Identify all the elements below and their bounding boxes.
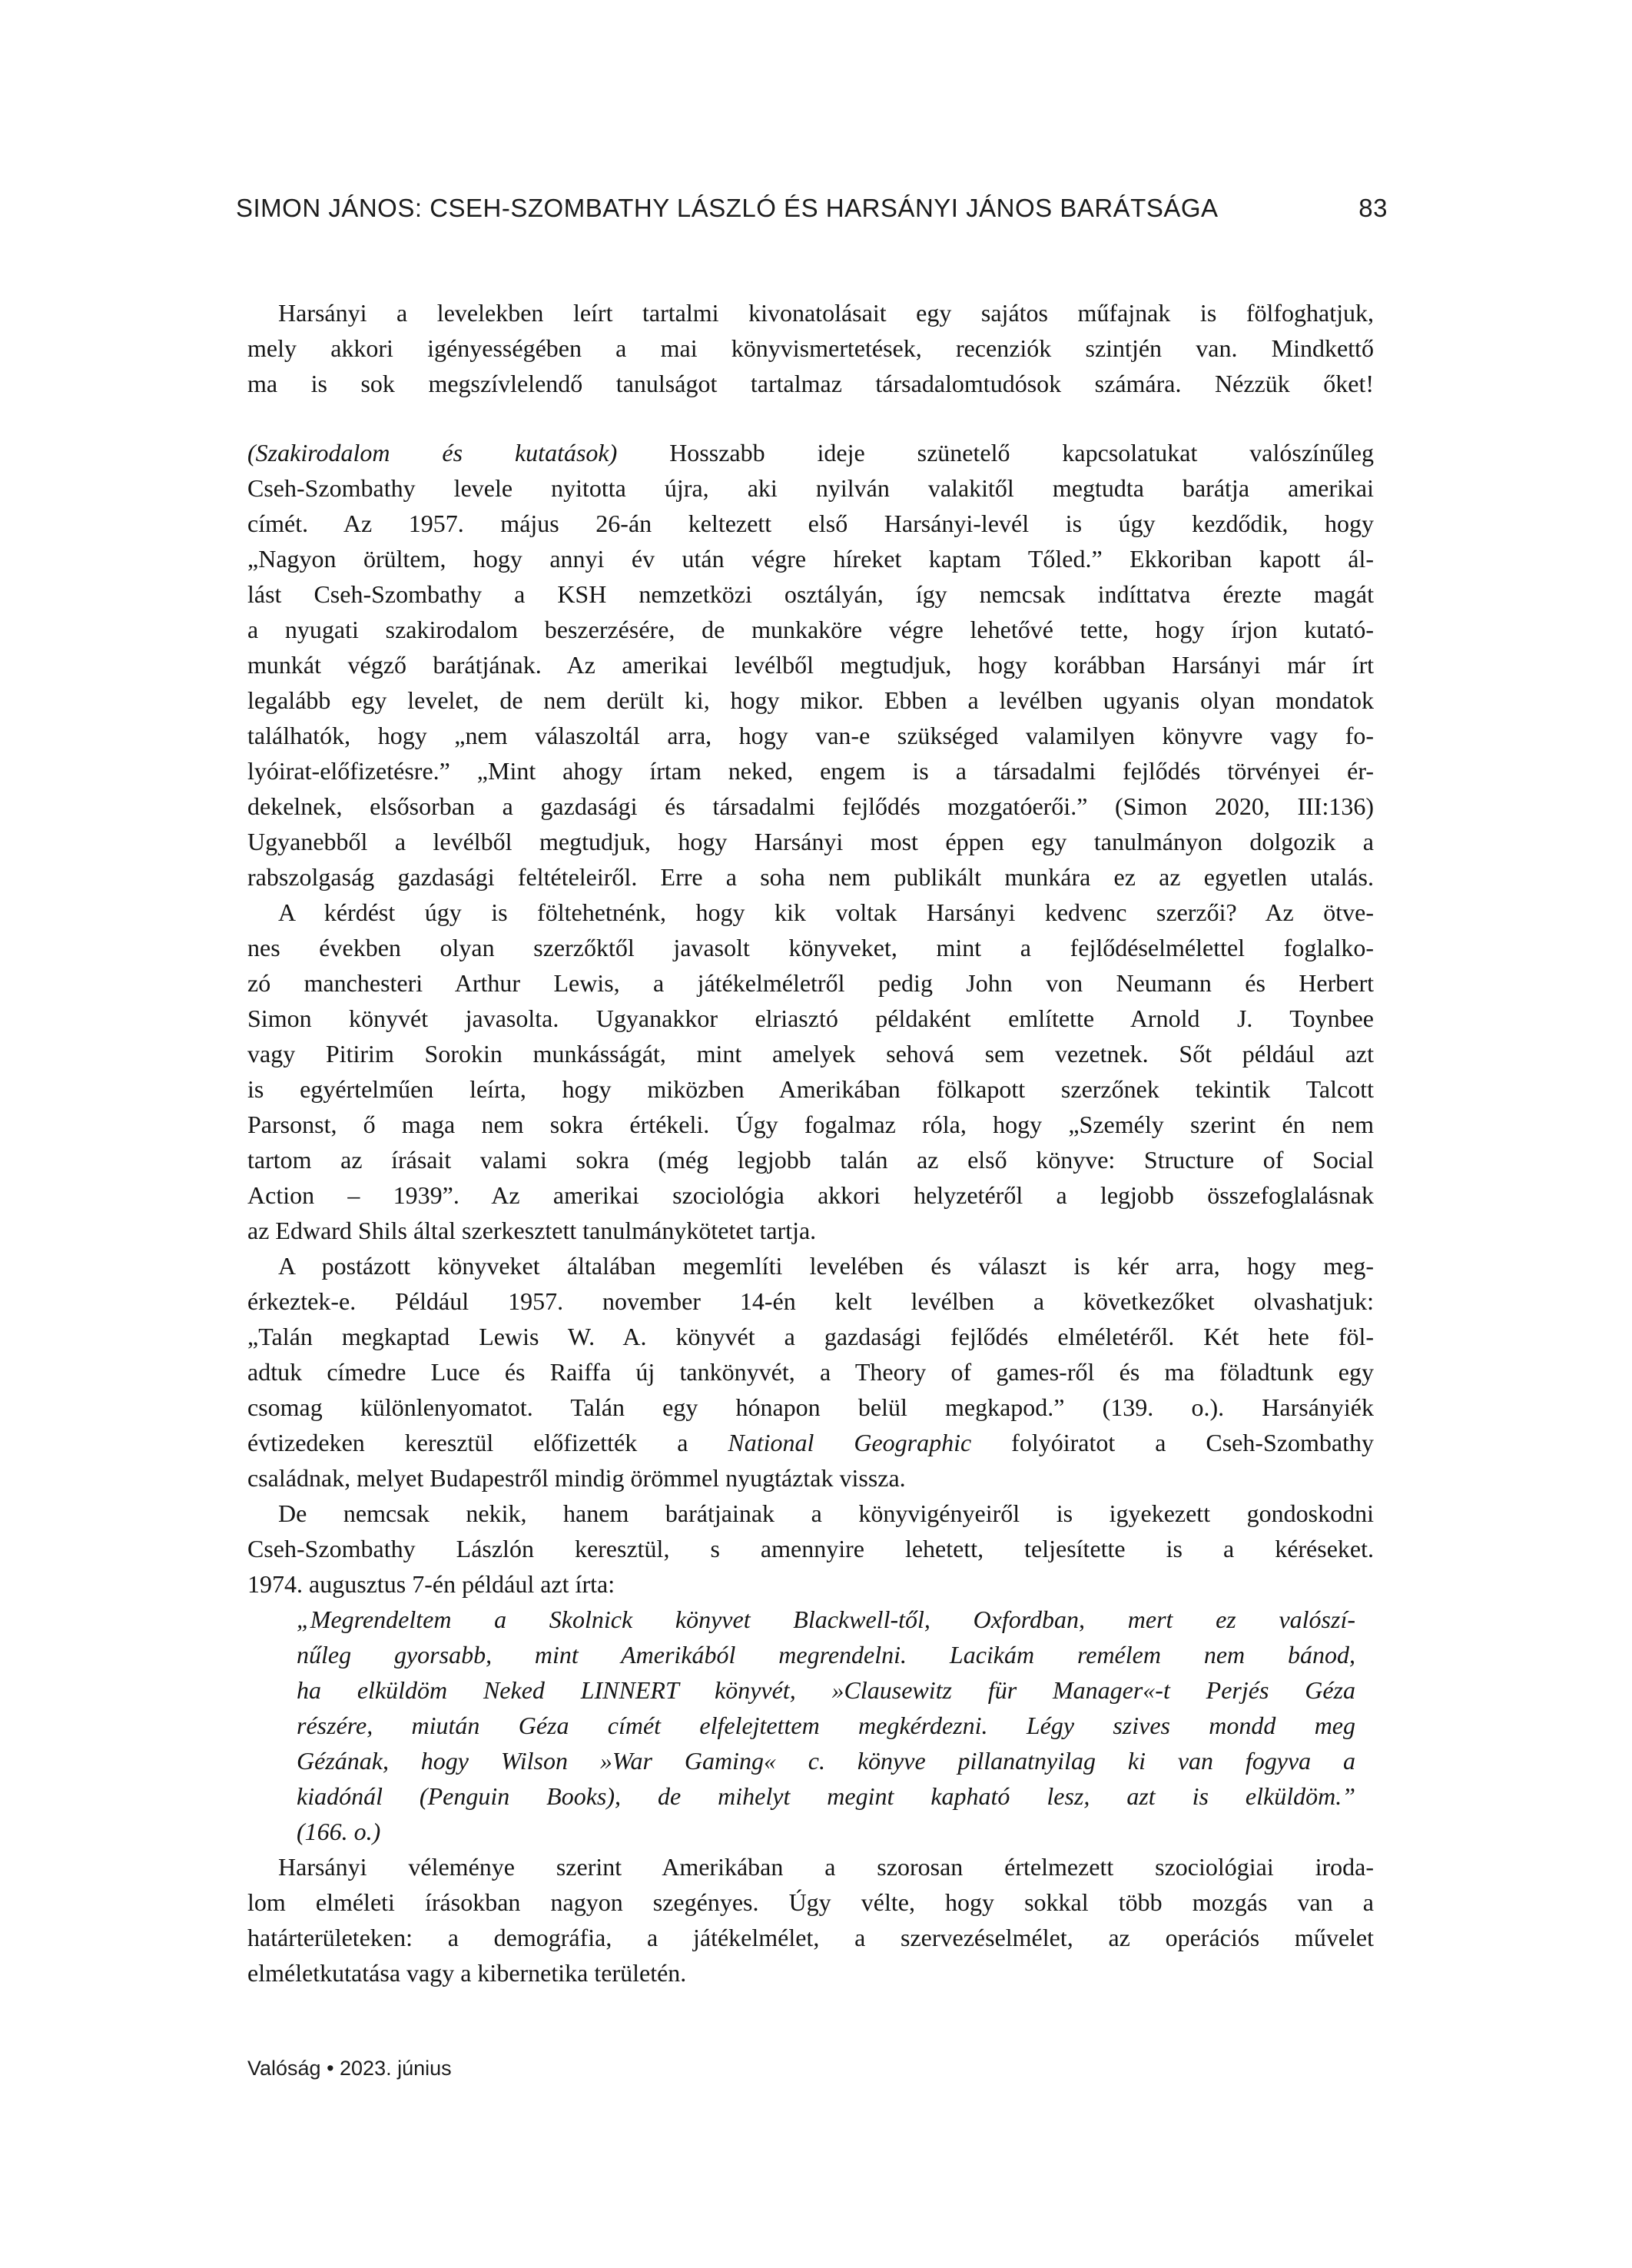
text-line: Harsányi véleménye szerint Amerikában a szorosan értelmezett szociológiai iroda-	[278, 1853, 1374, 1881]
text-line: Gézának, hogy Wilson »War Gaming« c. könyve pillanatnyilag ki van fogyva a	[297, 1747, 1355, 1775]
page-number: 83	[1358, 194, 1388, 222]
text-line: határterületeken: a demográfia, a játékelmélet, a szervezéselmélet, az operációs művelet	[247, 1924, 1374, 1951]
text-line: mely akkori igényességében a mai könyvismertetések, recenziók szintjén van. Mindkettő	[247, 334, 1374, 362]
text-line: lom elméleti írásokban nagyon szegényes. Úgy vélte, hogy sokkal több mozgás van a	[247, 1888, 1374, 1916]
text-line: lást Cseh-Szombathy a KSH nemzetközi osztályán, így nemcsak indíttatva érezte magát	[247, 580, 1374, 608]
text-line: A postázott könyveket általában megemlíti levelében és választ is kér arra, hogy meg-	[278, 1252, 1374, 1280]
text-line: Harsányi a levelekben leírt tartalmi kivonatolásait egy sajátos műfajnak is fölfoghatjuk,	[278, 299, 1374, 327]
paragraph	[247, 1849, 1374, 1991]
text-line: lyóirat-előfizetésre.” „Mint ahogy írtam neked, engem is a társadalmi fejlődés törvényei ér-	[247, 757, 1374, 785]
body-text	[247, 295, 1374, 1991]
text-line: dekelnek, elsősorban a gazdasági és társadalmi fejlődés mozgatóerői.” (Simon 2020, III:136)	[247, 792, 1374, 820]
text-line: rabszolgaság gazdasági feltételeiről. Erre a soha nem publikált munkára ez az egyetlen utalás.	[247, 863, 1374, 891]
running-header-title: SIMON JÁNOS: CSEH-SZOMBATHY LÁSZLÓ ÉS HARSÁNYI JÁNOS BARÁTSÁGA	[236, 194, 1219, 222]
text-line: legalább egy levelet, de nem derült ki, hogy mikor. Ebben a levélben ugyanis olyan mondatok	[247, 686, 1374, 714]
text-line: Cseh-Szombathy levele nyitotta újra, aki nyilván valakitől megtudta barátja amerikai	[247, 474, 1374, 502]
text-line: nűleg gyorsabb, mint Amerikából megrendelni. Lacikám remélem nem bánod,	[297, 1641, 1355, 1669]
text-line: részére, miután Géza címét elfelejtettem megkérdezni. Légy szives mondd meg	[297, 1712, 1355, 1739]
paragraph	[247, 895, 1374, 1248]
block-quote	[297, 1602, 1355, 1849]
paragraph	[247, 435, 1374, 895]
text-line: Cseh-Szombathy Lászlón keresztül, s amennyire lehetett, teljesítette is a kéréseket.	[247, 1535, 1374, 1562]
text-line: „Nagyon örültem, hogy annyi év után végre híreket kaptam Tőled.” Ekkoriban kapott ál-	[247, 545, 1374, 573]
text-line: nes években olyan szerzőktől javasolt könyveket, mint a fejlődéselmélettel foglalko-	[247, 934, 1374, 961]
text-line: „Megrendeltem a Skolnick könyvet Blackwell-től, Oxfordban, mert ez valószí-	[297, 1606, 1355, 1633]
text-line: munkát végző barátjának. Az amerikai levélből megtudjuk, hogy korábban Harsányi már írt	[247, 651, 1374, 679]
text-line: címét. Az 1957. május 26-án keltezett első Harsányi-levél is úgy kezdődik, hogy	[247, 510, 1374, 537]
footer-text: Valóság • 2023. június	[247, 2057, 452, 2080]
text-line: Simon könyvét javasolta. Ugyanakkor elriasztó példaként említette Arnold J. Toynbee	[247, 1004, 1374, 1032]
text-line: érkeztek-e. Például 1957. november 14-én kelt levélben a következőket olvashatjuk:	[247, 1287, 1374, 1315]
text-line: De nemcsak nekik, hanem barátjainak a könyvigényeiről is igyekezett gondoskodni	[278, 1499, 1374, 1527]
text-line: évtizedeken keresztül előfizették a National Geographic folyóiratot a Cseh-Szombathy	[247, 1429, 1375, 1456]
text-line: A kérdést úgy is föltehetnénk, hogy kik voltak Harsányi kedvenc szerzői? Az ötve-	[278, 898, 1374, 926]
paragraph	[247, 1496, 1374, 1602]
text-line: (166. o.)	[297, 1818, 381, 1845]
text-line: (Szakirodalom és kutatások) Hosszabb ideje szünetelő kapcsolatukat valószínűleg	[247, 439, 1374, 467]
paragraph	[247, 1248, 1374, 1496]
text-line: 1974. augusztus 7-én például azt írta:	[247, 1570, 615, 1598]
text-line: az Edward Shils által szerkesztett tanulmánykötetet tartja.	[247, 1217, 817, 1244]
text-line: adtuk címedre Luce és Raiffa új tankönyvét, a Theory of games-ről és ma föladtunk egy	[247, 1358, 1374, 1386]
text-line: is egyértelműen leírta, hogy miközben Amerikában fölkapott szerzőnek tekintik Talcott	[247, 1075, 1374, 1103]
paragraph	[247, 295, 1374, 401]
text-line: családnak, melyet Budapestről mindig örömmel nyugtáztak vissza.	[247, 1464, 906, 1492]
text-line: kiadónál (Penguin Books), de mihelyt megint kapható lesz, azt is elküldöm.”	[297, 1782, 1355, 1810]
running-header	[236, 194, 1388, 223]
text-line: Parsonst, ő maga nem sokra értékeli. Úgy fogalmaz róla, hogy „Személy szerint én nem	[247, 1111, 1374, 1138]
page-footer	[247, 2057, 452, 2080]
text-line: a nyugati szakirodalom beszerzésére, de munkaköre végre lehetővé tette, hogy írjon kutató-	[247, 616, 1374, 643]
text-line: elméletkutatása vagy a kibernetika területén.	[247, 1959, 687, 1987]
text-line: Ugyanebből a levélből megtudjuk, hogy Harsányi most éppen egy tanulmányon dolgozik a	[247, 828, 1374, 855]
text-line: tartom az írásait valami sokra (még legjobb talán az első könyve: Structure of Social	[247, 1146, 1374, 1174]
text-line: vagy Pitirim Sorokin munkásságát, mint amelyek sehová sem vezetnek. Sőt például azt	[247, 1040, 1374, 1068]
text-line: „Talán megkaptad Lewis W. A. könyvét a gazdasági fejlődés elméletéről. Két hete föl-	[247, 1323, 1374, 1350]
text-line: zó manchesteri Arthur Lewis, a játékelméletről pedig John von Neumann és Herbert	[247, 969, 1374, 997]
text-line: csomag különlenyomatot. Talán egy hónapon belül megkapod.” (139. o.). Harsányiék	[247, 1393, 1374, 1421]
text-line: találhatók, hogy „nem válaszoltál arra, hogy van-e szükséged valamilyen könyvre vagy fo-	[247, 722, 1374, 749]
text-line: ma is sok megszívlelendő tanulságot tartalmaz társadalomtudósok számára. Nézzük őket!	[247, 370, 1374, 397]
text-line: Action – 1939”. Az amerikai szociológia akkori helyzetéről a legjobb összefoglalásnak	[247, 1181, 1374, 1209]
text-line: ha elküldöm Neked LINNERT könyvét, »Clausewitz für Manager«-t Perjés Géza	[297, 1676, 1355, 1704]
